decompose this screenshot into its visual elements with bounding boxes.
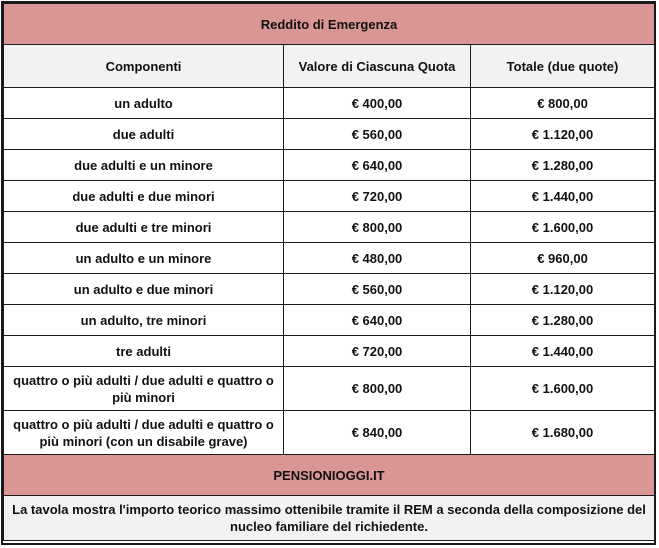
table-row: [4, 119, 655, 150]
table-row: [4, 411, 655, 455]
cell-componenti: un adulto e due minori: [4, 274, 284, 305]
table-row: [4, 274, 655, 305]
cell-valore-quota: € 840,00: [284, 411, 471, 455]
cell-componenti: due adulti e tre minori: [4, 212, 284, 243]
cell-valore-quota: € 800,00: [284, 212, 471, 243]
cell-valore-quota: € 640,00: [284, 305, 471, 336]
table-row: [4, 181, 655, 212]
cell-totale: € 1.280,00: [471, 150, 655, 181]
cell-totale: € 800,00: [471, 88, 655, 119]
table-row: [4, 336, 655, 367]
cell-valore-quota: € 560,00: [284, 119, 471, 150]
table-title: Reddito di Emergenza: [4, 4, 655, 45]
cell-totale: € 1.280,00: [471, 305, 655, 336]
note-row: [4, 496, 655, 541]
cell-componenti: due adulti e due minori: [4, 181, 284, 212]
cell-componenti: tre adulti: [4, 336, 284, 367]
cell-componenti: un adulto e un minore: [4, 243, 284, 274]
cell-valore-quota: € 720,00: [284, 181, 471, 212]
cell-valore-quota: € 800,00: [284, 367, 471, 411]
header-row: [4, 45, 655, 88]
table-row: [4, 243, 655, 274]
cell-valore-quota: € 640,00: [284, 150, 471, 181]
cell-totale: € 1.600,00: [471, 367, 655, 411]
table-row: [4, 305, 655, 336]
table-row: [4, 88, 655, 119]
cell-totale: € 1.600,00: [471, 212, 655, 243]
cell-componenti: quattro o più adulti / due adulti e quattro o più minori (con un disabile grave): [4, 411, 284, 455]
cell-totale: € 1.120,00: [471, 274, 655, 305]
cell-componenti: un adulto, tre minori: [4, 305, 284, 336]
cell-totale: € 1.440,00: [471, 336, 655, 367]
rem-table: [3, 3, 655, 541]
brand-row: [4, 455, 655, 496]
column-header-totale: Totale (due quote): [471, 45, 655, 88]
table-frame: [1, 1, 656, 545]
cell-valore-quota: € 400,00: [284, 88, 471, 119]
cell-valore-quota: € 560,00: [284, 274, 471, 305]
table-row: [4, 150, 655, 181]
brand-label: PENSIONIOGGI.IT: [4, 455, 655, 496]
cell-componenti: due adulti e un minore: [4, 150, 284, 181]
column-header-componenti: Componenti: [4, 45, 284, 88]
cell-valore-quota: € 720,00: [284, 336, 471, 367]
cell-componenti: un adulto: [4, 88, 284, 119]
cell-totale: € 1.120,00: [471, 119, 655, 150]
column-header-valore-quota: Valore di Ciascuna Quota: [284, 45, 471, 88]
table-row: [4, 212, 655, 243]
cell-componenti: quattro o più adulti / due adulti e quattro o più minori: [4, 367, 284, 411]
cell-totale: € 960,00: [471, 243, 655, 274]
footnote-text: La tavola mostra l'importo teorico massimo ottenibile tramite il REM a seconda della composizione del nucleo familiare del richiedente.: [4, 496, 655, 541]
cell-componenti: due adulti: [4, 119, 284, 150]
table-row: [4, 367, 655, 411]
cell-totale: € 1.440,00: [471, 181, 655, 212]
cell-valore-quota: € 480,00: [284, 243, 471, 274]
title-row: [4, 4, 655, 45]
cell-totale: € 1.680,00: [471, 411, 655, 455]
